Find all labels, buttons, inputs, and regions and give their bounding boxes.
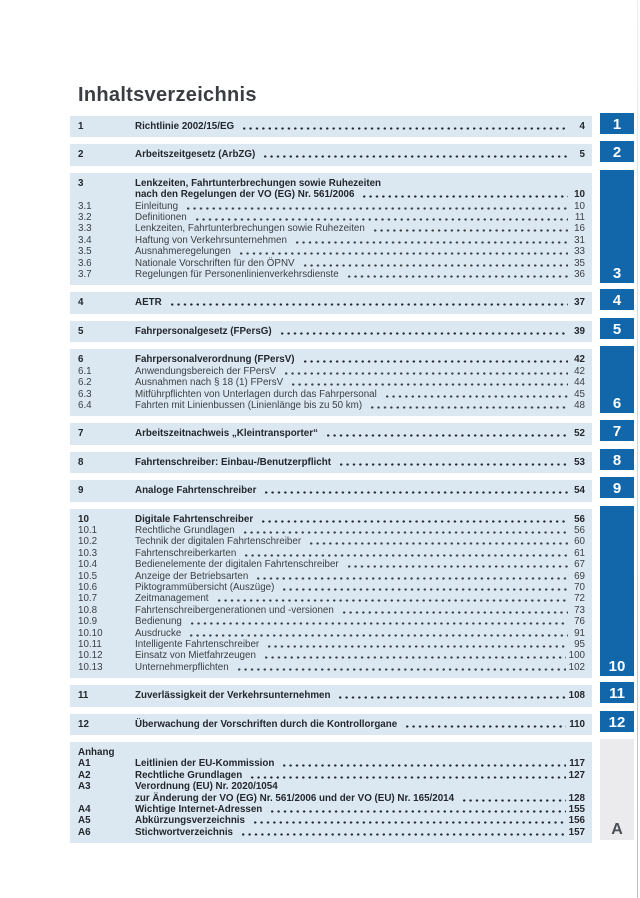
toc-entry-number: 8 xyxy=(78,456,84,468)
dot-leader xyxy=(359,189,568,200)
toc-entry-title: Technik der digitalen Fahrtenschreiber xyxy=(135,536,302,548)
toc-entry-page: 52 xyxy=(574,428,585,440)
toc-row xyxy=(78,525,585,536)
toc-entry-number: 10.13 xyxy=(78,661,103,673)
toc-entry-number: 6.3 xyxy=(78,388,92,400)
toc-entry-page: 128 xyxy=(568,792,585,804)
toc-entry-number: 10 xyxy=(78,513,89,525)
toc-entry-number: 6.1 xyxy=(78,365,92,377)
toc-row-line xyxy=(78,178,585,189)
dot-leader xyxy=(281,366,568,377)
toc-row xyxy=(78,559,585,570)
dot-leader xyxy=(288,377,568,388)
toc-entry-number: 7 xyxy=(78,428,84,440)
dot-leader xyxy=(344,269,568,280)
toc-content xyxy=(70,84,626,850)
toc-entry-number: 3.2 xyxy=(78,212,92,224)
toc-row xyxy=(78,639,585,650)
chapter-tab-8: 8 xyxy=(600,449,634,470)
toc-entry-page: 72 xyxy=(574,593,585,605)
dot-leader xyxy=(292,235,568,246)
dot-leader xyxy=(258,514,568,525)
toc-row-line xyxy=(78,149,585,160)
chapter-tab-12: 12 xyxy=(600,711,634,732)
toc-entry-page: 110 xyxy=(569,718,585,730)
dot-leader xyxy=(253,571,568,582)
toc-entry-title: Intelligente Fahrtenschreiber xyxy=(135,639,260,650)
toc-entry-number: A2 xyxy=(78,769,91,781)
toc-entry-number: 12 xyxy=(78,718,89,730)
toc-entry-page: 117 xyxy=(569,758,585,770)
toc-row-line xyxy=(78,770,585,781)
toc-row xyxy=(78,457,585,468)
toc-row xyxy=(78,121,585,132)
toc-row xyxy=(78,149,585,160)
toc-entry-title: Digitale Fahrtenschreiber xyxy=(135,513,254,525)
dot-leader xyxy=(459,793,566,804)
toc-entry-page: 61 xyxy=(574,547,585,559)
toc-entry-title: Fahrpersonalverordnung (FPersV) xyxy=(135,354,295,366)
toc-entry-number: 3.5 xyxy=(78,246,92,258)
toc-entry-page: 157 xyxy=(568,826,585,838)
toc-entry-title: Arbeitszeitnachweis „Kleintransporter“ xyxy=(135,428,318,440)
toc-entry-title: Rechtliche Grundlagen xyxy=(135,769,243,781)
toc-entry-title: Fahrtenschreiber: Einbau-/Benutzerpflicht xyxy=(135,456,331,468)
toc-entry-page: 4 xyxy=(579,121,585,132)
dot-leader xyxy=(250,815,566,826)
toc-entry-title: Fahrtenschreiberkarten xyxy=(135,547,237,559)
toc-row-line xyxy=(78,297,585,308)
toc-section xyxy=(70,292,592,313)
toc-section xyxy=(70,480,592,501)
toc-row xyxy=(78,536,585,547)
toc-entry-page: 73 xyxy=(574,604,585,616)
toc-row-line xyxy=(78,582,585,593)
toc-row-line xyxy=(78,662,585,673)
toc-entry-title: Analoge Fahrtenschreiber xyxy=(135,485,257,497)
dot-leader xyxy=(214,593,568,604)
toc-row-line xyxy=(78,377,585,388)
toc-row xyxy=(78,781,585,804)
toc-entry-title: Arbeitszeitgesetz (ArbZG) xyxy=(135,149,256,161)
chapter-tab-1: 1 xyxy=(600,113,634,134)
toc-row xyxy=(78,827,585,838)
toc-entry-title: Mitführpflichten von Unterlagen durch das Fahrpersonal xyxy=(135,388,377,400)
dot-leader xyxy=(370,223,568,234)
toc-entry-number: 10.8 xyxy=(78,604,98,616)
dot-leader xyxy=(382,389,568,400)
dot-leader xyxy=(239,121,568,132)
toc-row xyxy=(78,514,585,525)
toc-section xyxy=(70,423,592,444)
toc-row-line xyxy=(78,514,585,525)
toc-row xyxy=(78,605,585,616)
toc-row-line xyxy=(78,719,585,730)
toc-entry-title: Nationale Vorschriften für den ÖPNV xyxy=(135,257,295,269)
toc-entry-title: nach den Regelungen der VO (EG) Nr. 561/2006 xyxy=(135,189,355,201)
chapter-tab-11: 11 xyxy=(600,682,634,703)
toc-entry-title: Haftung von Verkehrsunternehmen xyxy=(135,234,287,246)
toc-entry-title: Einsatz von Mietfahrzeugen xyxy=(135,650,256,662)
toc-row-line xyxy=(78,269,585,280)
toc-entry-title: Leitlinien der EU-Kommission xyxy=(135,758,275,770)
thumb-tab-rail xyxy=(600,84,634,898)
toc-row-line xyxy=(78,815,585,826)
toc-entry-title: Bedienelemente der digitalen Fahrtenschreiber xyxy=(135,559,339,571)
toc-row-line xyxy=(78,525,585,536)
toc-row-line xyxy=(78,457,585,468)
toc-entry-page: 54 xyxy=(574,485,585,497)
dot-leader xyxy=(323,428,568,439)
toc-entry-title: Wichtige Internet-Adressen xyxy=(135,804,263,816)
toc-entry-page: 39 xyxy=(574,325,585,337)
toc-entry-page: 108 xyxy=(568,690,585,702)
toc-row-line xyxy=(78,400,585,411)
toc-row-line xyxy=(78,223,585,234)
dot-leader xyxy=(344,559,568,570)
toc-entry-number: 5 xyxy=(78,325,84,337)
toc-entry-number: 10.1 xyxy=(78,524,98,536)
toc-entry-number: 10.2 xyxy=(78,536,98,548)
dot-leader xyxy=(335,690,565,701)
chapter-tab-4: 4 xyxy=(600,289,634,310)
dot-leader xyxy=(261,485,568,496)
toc-row-line xyxy=(78,639,585,650)
chapter-tab-3: 3 xyxy=(600,170,634,283)
toc-entry-title: Fahrtenschreibergenerationen und -versionen xyxy=(135,604,334,616)
dot-leader xyxy=(300,354,568,365)
toc-row xyxy=(78,758,585,769)
dot-leader xyxy=(261,650,566,661)
toc-entry-title: Zeitmanagement xyxy=(135,593,209,605)
toc-entry-number: 3 xyxy=(78,177,84,189)
toc-entry-title: Lenkzeiten, Fahrtunterbrechungen sowie Ruhezeiten xyxy=(135,177,382,189)
dot-leader xyxy=(300,258,568,269)
toc-row xyxy=(78,235,585,246)
toc-entry-page: 42 xyxy=(574,354,585,366)
toc-row xyxy=(78,628,585,639)
toc-row-line xyxy=(78,827,585,838)
toc-row-line xyxy=(78,650,585,661)
toc-row-line xyxy=(78,246,585,257)
toc-row xyxy=(78,770,585,781)
toc-entry-title: Ausnahmen nach § 18 (1) FPersV xyxy=(135,377,284,389)
toc-row xyxy=(78,719,585,730)
toc-section xyxy=(70,321,592,342)
toc-row-line xyxy=(78,201,585,212)
toc-entry-page: 69 xyxy=(574,570,585,582)
toc-entry-title: Ausdrucke xyxy=(135,627,182,639)
toc-row xyxy=(78,428,585,439)
dot-leader xyxy=(192,212,568,223)
toc-entry-number: 10.3 xyxy=(78,547,98,559)
toc-row-line xyxy=(78,428,585,439)
toc-entry-page: 70 xyxy=(574,581,585,593)
toc-entry-title: Bedienung xyxy=(135,616,182,628)
dot-leader xyxy=(279,582,568,593)
toc-entry-title: Rechtliche Grundlagen xyxy=(135,524,235,536)
dot-leader xyxy=(339,605,568,616)
toc-entry-number: 10.4 xyxy=(78,559,98,571)
chapter-tab-5: 5 xyxy=(600,318,634,339)
toc-entry-page: 53 xyxy=(574,456,585,468)
toc-row xyxy=(78,593,585,604)
toc-entry-page: 35 xyxy=(574,257,585,269)
dot-leader xyxy=(183,201,568,212)
toc-section xyxy=(70,509,592,679)
toc-entry-number: 9 xyxy=(78,485,84,497)
toc-row xyxy=(78,366,585,377)
toc-entry-page: 11 xyxy=(574,212,585,224)
toc-section xyxy=(70,452,592,473)
toc-entry-page: 56 xyxy=(574,524,585,536)
toc-row-line xyxy=(78,258,585,269)
toc-row xyxy=(78,354,585,365)
toc-entry-number: 4 xyxy=(78,297,84,309)
toc-row xyxy=(78,246,585,257)
toc-entry-page: 37 xyxy=(574,297,585,309)
toc-row xyxy=(78,485,585,496)
dot-leader xyxy=(264,639,568,650)
toc-row-line xyxy=(78,571,585,582)
toc-entry-number: A1 xyxy=(78,758,91,770)
toc-entry-number: 3.7 xyxy=(78,269,92,281)
toc-row-line xyxy=(78,593,585,604)
page-edge-line xyxy=(637,0,638,898)
toc-entry-title: Stichwortverzeichnis xyxy=(135,826,233,838)
dot-leader xyxy=(187,616,568,627)
toc-entry-page: 102 xyxy=(568,661,585,673)
toc-row-line xyxy=(78,548,585,559)
toc-entry-number: 6 xyxy=(78,354,84,366)
toc-entry-number: 11 xyxy=(78,690,89,702)
toc-entry-number: 10.6 xyxy=(78,581,98,593)
toc-section xyxy=(70,349,592,416)
toc-entry-page: 31 xyxy=(574,234,585,246)
toc-row xyxy=(78,389,585,400)
toc-entry-title: Abkürzungsverzeichnis xyxy=(135,815,245,827)
toc-row-line xyxy=(78,485,585,496)
toc-row xyxy=(78,297,585,308)
toc-row xyxy=(78,747,585,758)
toc-row xyxy=(78,582,585,593)
toc-row-line xyxy=(78,121,585,132)
toc-entry-number: 3.6 xyxy=(78,257,92,269)
toc-section xyxy=(70,714,592,735)
toc-entry-page: 76 xyxy=(574,616,585,628)
toc-row xyxy=(78,690,585,701)
toc-entry-page: 5 xyxy=(579,149,585,161)
toc-row-line xyxy=(78,758,585,769)
toc-row-line xyxy=(78,781,585,792)
dot-leader xyxy=(267,804,565,815)
toc-entry-page: 100 xyxy=(568,650,585,662)
toc-row xyxy=(78,223,585,234)
chapter-tab-7: 7 xyxy=(600,420,634,441)
toc-entry-title: Richtlinie 2002/15/EG xyxy=(135,121,235,132)
toc-entry-number: A3 xyxy=(78,781,91,793)
toc-row-line xyxy=(78,616,585,627)
toc-entry-title: Verordnung (EU) Nr. 2020/1054 xyxy=(135,781,278,793)
toc-row-line xyxy=(78,559,585,570)
toc-entry-title: Lenkzeiten, Fahrtunterbrechungen sowie Ruhezeiten xyxy=(135,223,365,235)
toc-entry-title: Fahrten mit Linienbussen (Linienlänge bis zu 50 km) xyxy=(135,399,363,411)
dot-leader xyxy=(234,662,566,673)
toc-section xyxy=(70,116,592,137)
toc-row-line xyxy=(78,212,585,223)
dot-leader xyxy=(260,149,568,160)
dot-leader xyxy=(306,536,568,547)
toc-entry-page: 42 xyxy=(574,365,585,377)
toc-row-line xyxy=(78,804,585,815)
toc-entry-number: A6 xyxy=(78,826,91,838)
toc-entry-title: Fahrpersonalgesetz (FPersG) xyxy=(135,325,272,337)
toc-row-line xyxy=(78,690,585,701)
toc-entry-number: 3.1 xyxy=(78,200,92,212)
toc-entry-number: 1 xyxy=(78,121,84,132)
toc-entry-page: 45 xyxy=(574,388,585,400)
toc-section xyxy=(70,144,592,165)
toc-row-line xyxy=(78,628,585,639)
toc-row xyxy=(78,804,585,815)
toc-entry-page: 155 xyxy=(568,804,585,816)
toc-entry-title: Piktogrammübersicht (Auszüge) xyxy=(135,581,275,593)
toc-row-line xyxy=(78,354,585,365)
toc-entry-page: 95 xyxy=(574,639,585,650)
dot-leader xyxy=(367,400,568,411)
toc-entry-number: 6.4 xyxy=(78,399,92,411)
toc-row-line xyxy=(78,235,585,246)
toc-row xyxy=(78,815,585,826)
toc-row-line xyxy=(78,536,585,547)
dot-leader xyxy=(241,548,568,559)
dot-leader xyxy=(236,246,568,257)
toc-row xyxy=(78,201,585,212)
dot-leader xyxy=(279,758,566,769)
toc-row xyxy=(78,548,585,559)
toc-row xyxy=(78,571,585,582)
toc-entry-page: 67 xyxy=(574,559,585,571)
toc-entry-title: Überwachung der Vorschriften durch die Kontrollorgane xyxy=(135,718,398,730)
toc xyxy=(70,116,592,843)
toc-entry-number: A5 xyxy=(78,815,91,827)
toc-entry-page: 91 xyxy=(574,627,585,639)
toc-entry-number: A4 xyxy=(78,804,91,816)
dot-leader xyxy=(336,457,568,468)
toc-entry-number: 2 xyxy=(78,149,84,161)
toc-row xyxy=(78,400,585,411)
dot-leader xyxy=(277,326,568,337)
toc-row xyxy=(78,662,585,673)
toc-entry-title: Ausnahmeregelungen xyxy=(135,246,231,258)
toc-row-line xyxy=(78,605,585,616)
toc-row-line xyxy=(78,189,585,200)
toc-section xyxy=(70,173,592,286)
dot-leader xyxy=(167,297,568,308)
toc-entry-number: 6.2 xyxy=(78,377,92,389)
dot-leader xyxy=(247,770,565,781)
toc-entry-number: 10.9 xyxy=(78,616,98,628)
toc-entry-title: Unternehmerpflichten xyxy=(135,661,229,673)
toc-section xyxy=(70,742,592,843)
toc-row-line xyxy=(78,747,585,758)
toc-entry-page: 60 xyxy=(574,536,585,548)
toc-entry-title: Anzeige der Betriebsarten xyxy=(135,570,249,582)
toc-entry-number: 10.7 xyxy=(78,593,98,605)
dot-leader xyxy=(186,628,568,639)
toc-entry-number: Anhang xyxy=(78,747,115,759)
chapter-tab-2: 2 xyxy=(600,141,634,162)
toc-row xyxy=(78,650,585,661)
toc-entry-title: zur Änderung der VO (EG) Nr. 561/2006 und der VO (EU) Nr. 165/2014 xyxy=(135,792,455,804)
toc-entry-title: AETR xyxy=(135,297,162,309)
toc-entry-page: 16 xyxy=(574,223,585,235)
page-title: Inhaltsverzeichnis xyxy=(78,84,257,106)
toc-entry-page: 10 xyxy=(574,200,585,212)
toc-entry-title: Zuverlässigkeit der Verkehrsunternehmen xyxy=(135,690,331,702)
chapter-tab-9: 9 xyxy=(600,477,634,498)
toc-entry-title: Einleitung xyxy=(135,200,179,212)
toc-entry-title: Regelungen für Personenlinienverkehrsdienste xyxy=(135,269,339,281)
toc-entry-title: Definitionen xyxy=(135,212,187,224)
toc-row xyxy=(78,269,585,280)
toc-row-line xyxy=(78,366,585,377)
dot-leader xyxy=(402,719,566,730)
toc-entry-number: 3.4 xyxy=(78,234,92,246)
toc-entry-page: 36 xyxy=(574,269,585,281)
toc-row xyxy=(78,326,585,337)
toc-entry-page: 127 xyxy=(568,769,585,781)
toc-entry-number: 10.11 xyxy=(78,639,102,650)
chapter-tab-a: A xyxy=(600,739,634,840)
toc-entry-page: 48 xyxy=(574,399,585,411)
toc-row xyxy=(78,377,585,388)
toc-entry-number: 10.5 xyxy=(78,570,98,582)
toc-row xyxy=(78,616,585,627)
toc-row xyxy=(78,178,585,201)
chapter-tab-10: 10 xyxy=(600,506,634,676)
toc-row-line xyxy=(78,389,585,400)
toc-section xyxy=(70,685,592,706)
toc-entry-number: 10.12 xyxy=(78,650,103,662)
dot-leader xyxy=(238,827,566,838)
toc-row-line xyxy=(78,326,585,337)
toc-entry-title: Anwendungsbereich der FPersV xyxy=(135,365,277,377)
toc-entry-page: 156 xyxy=(568,815,585,827)
toc-entry-page: 44 xyxy=(574,377,585,389)
toc-row-line xyxy=(78,793,585,804)
toc-entry-page: 33 xyxy=(574,246,585,258)
toc-entry-page: 56 xyxy=(574,513,585,525)
toc-entry-number: 10.10 xyxy=(78,627,103,639)
toc-entry-page: 10 xyxy=(574,189,585,201)
toc-row xyxy=(78,258,585,269)
toc-row xyxy=(78,212,585,223)
chapter-tab-6: 6 xyxy=(600,346,634,413)
dot-leader xyxy=(240,525,568,536)
toc-entry-number: 3.3 xyxy=(78,223,92,235)
